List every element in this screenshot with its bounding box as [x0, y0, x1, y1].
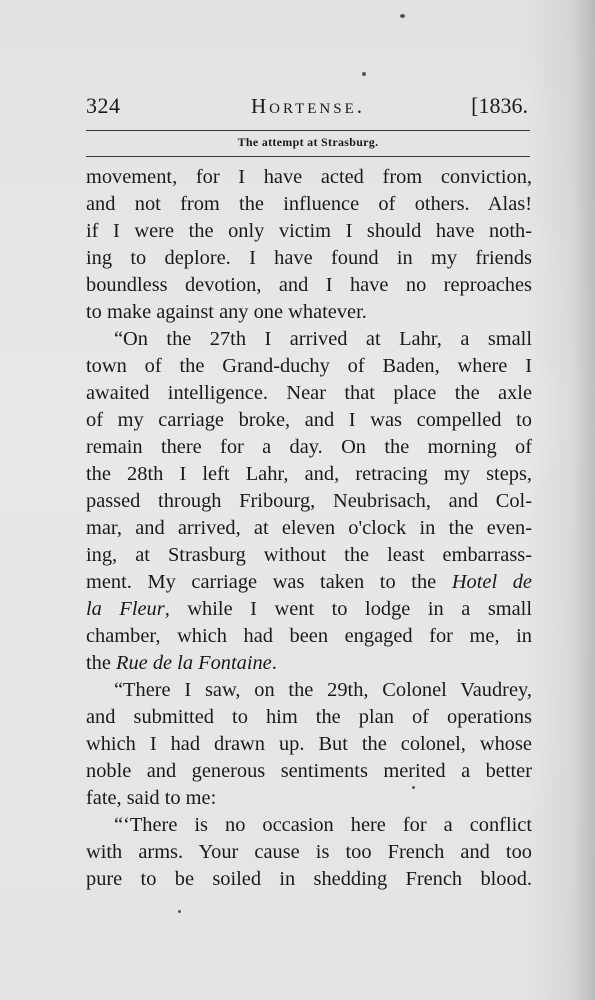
- text-line: chamber, which had been engaged for me, in: [86, 625, 532, 647]
- text-segment: .: [271, 652, 277, 674]
- text-line: “There I saw, on the 29th, Colonel Vaudrey,: [114, 679, 532, 701]
- text-line: mar, and arrived, at eleven o'clock in the even-: [86, 517, 532, 539]
- text-line: which I had drawn up. But the colonel, whose: [86, 733, 532, 755]
- text-line: [86, 650, 532, 677]
- text-line: remain there for a day. On the morning of: [86, 436, 532, 458]
- italic-place-name: Hotel de: [451, 571, 532, 593]
- text-line: [86, 596, 532, 623]
- page-number: 324: [86, 93, 121, 118]
- text-line: if I were the only victim I should have noth-: [86, 220, 532, 242]
- header-year: [1836.: [471, 93, 528, 118]
- italic-place-name: la Fleur: [86, 598, 165, 620]
- header-rule-top: [86, 130, 530, 131]
- text-line: movement, for I have acted from conviction,: [86, 166, 532, 188]
- text-segment: , while I went to lodge in a small: [164, 598, 533, 620]
- text-line: passed through Fribourg, Neubrisach, and Col-: [86, 490, 532, 512]
- text-segment: the: [86, 652, 117, 674]
- text-line: town of the Grand-duchy of Baden, where I: [86, 355, 532, 377]
- text-line: “‘There is no occasion here for a conflict: [114, 814, 532, 836]
- text-line: with arms. Your cause is too French and too: [86, 841, 532, 863]
- ink-speck: [362, 72, 366, 76]
- text-line: the 28th I left Lahr, and, retracing my steps,: [86, 463, 532, 485]
- text-line: ing, at Strasburg without the least embarrass-: [86, 544, 532, 566]
- ink-speck: [178, 910, 181, 913]
- ink-speck: [400, 14, 405, 18]
- text-line: pure to be soiled in shedding French blood.: [86, 868, 532, 890]
- ink-speck: [412, 786, 415, 789]
- running-title: Hortense.: [250, 94, 365, 118]
- text-line: of my carriage broke, and I was compelled to: [86, 409, 532, 431]
- text-line: awaited intelligence. Near that place the axle: [86, 382, 532, 404]
- text-line: ing to deplore. I have found in my friends: [86, 247, 532, 269]
- text-line: boundless devotion, and I have no reproaches: [86, 274, 532, 296]
- text-line: and submitted to him the plan of operations: [86, 706, 532, 728]
- text-line: [86, 569, 532, 596]
- text-line: “On the 27th I arrived at Lahr, a small: [114, 328, 532, 350]
- section-subtitle: The attempt at Strasburg.: [237, 135, 379, 149]
- text-line: to make against any one whatever.: [86, 301, 367, 323]
- text-line: noble and generous sentiments merited a better: [86, 760, 532, 782]
- body-text: [86, 164, 532, 893]
- text-segment: ment. My carriage was taken to the: [86, 571, 452, 593]
- header-rule-bottom: [86, 156, 530, 157]
- running-header: [86, 93, 530, 127]
- text-line: fate, said to me:: [86, 787, 217, 809]
- text-line: and not from the influence of others. Alas!: [86, 193, 532, 215]
- italic-place-name: Rue de la Fontaine: [116, 652, 272, 674]
